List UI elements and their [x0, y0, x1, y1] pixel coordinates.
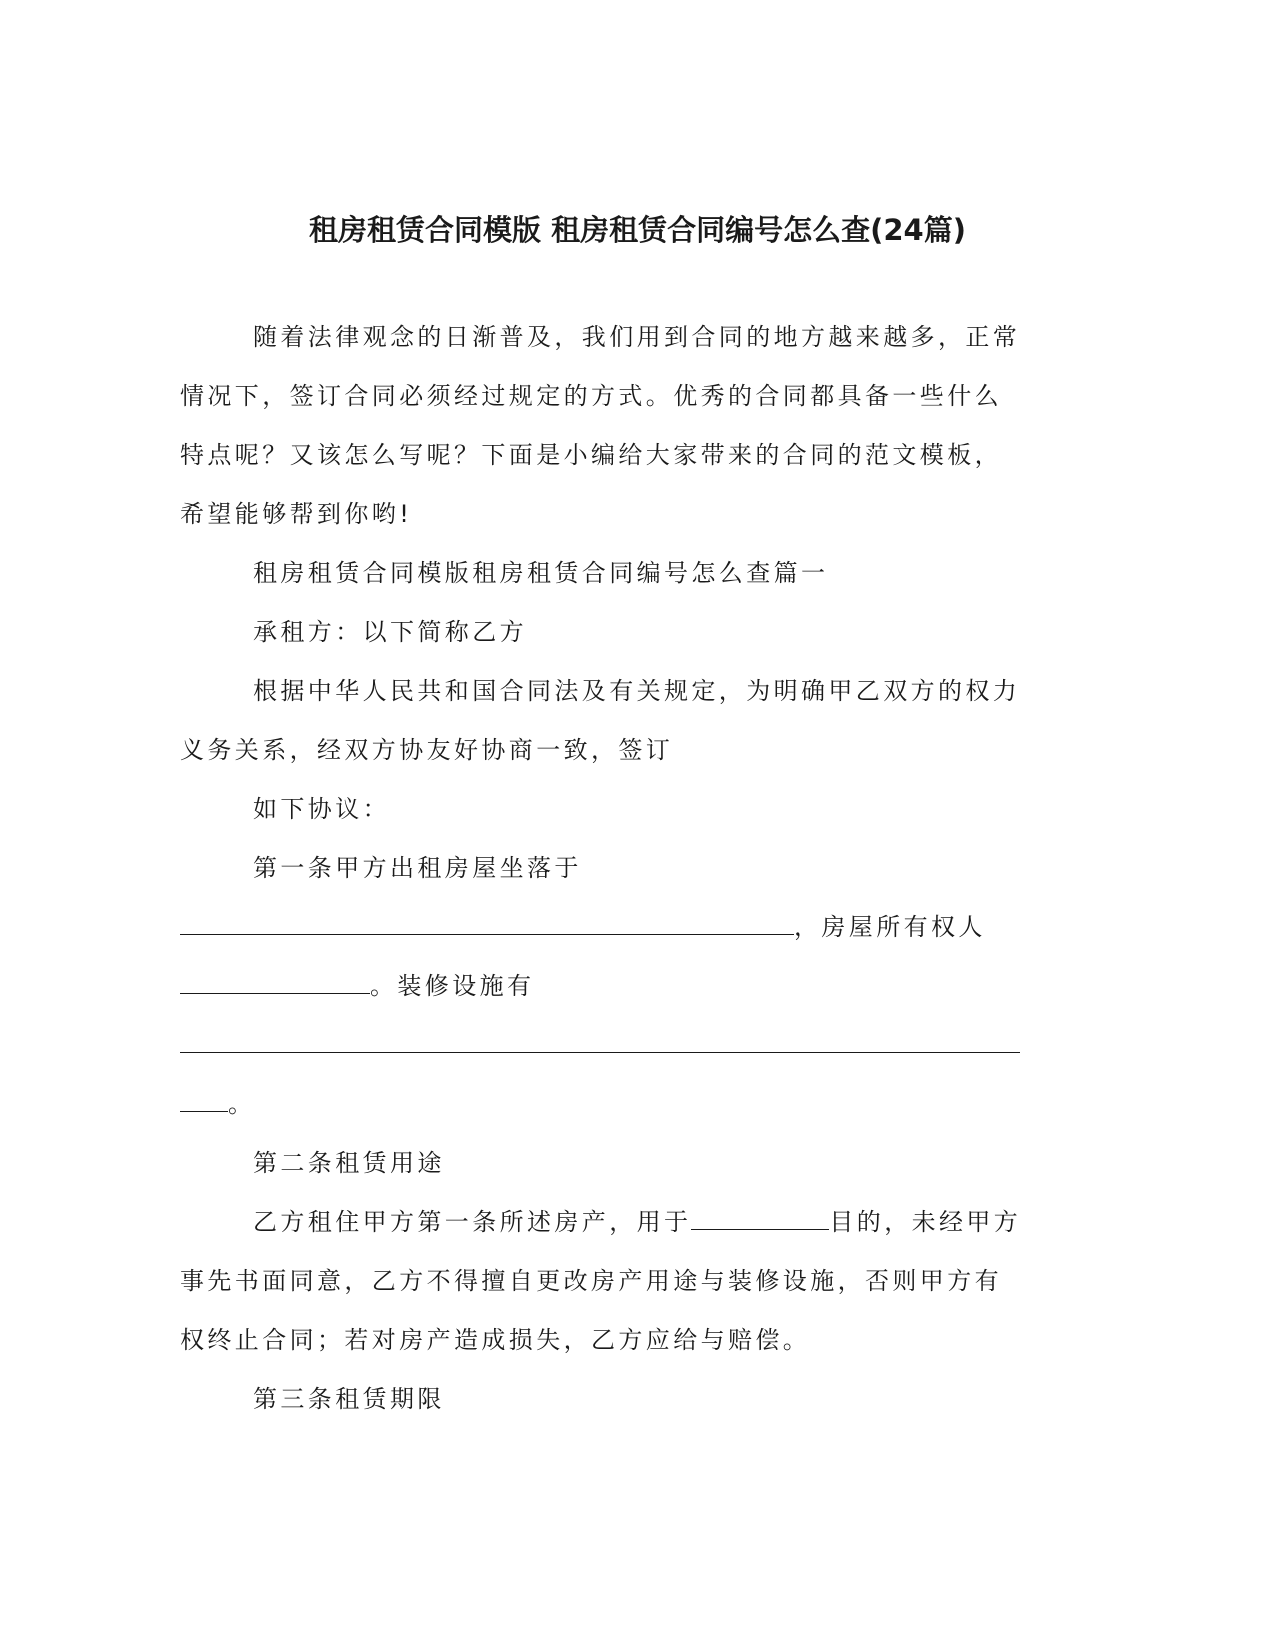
intro-paragraph-line: 特点呢？又该怎么写呢？下面是小编给大家带来的合同的范文模板，: [180, 441, 1002, 469]
article-2-heading: 第二条租赁用途: [253, 1149, 445, 1177]
purpose-blank: [691, 1209, 829, 1230]
article-1-owner-line: [180, 957, 1100, 1016]
section-heading: 租房租赁合同模版租房租赁合同编号怎么查篇一: [253, 559, 829, 587]
decoration-label: 。装修设施有: [370, 972, 535, 1000]
document-body: [180, 308, 1100, 1429]
basis-paragraph-line: 根据中华人民共和国合同法及有关规定，为明确甲乙双方的权力: [253, 677, 1021, 705]
article-2-line: 事先书面同意，乙方不得擅自更改房产用途与装修设施，否则甲方有: [180, 1267, 1002, 1295]
owner-label: ，房屋所有权人: [794, 913, 986, 941]
end-punctuation: 。: [228, 1090, 256, 1118]
decoration-blank: [180, 1032, 1020, 1053]
agreement-line: 如下协议：: [253, 795, 390, 823]
purpose-tail: 目的，未经甲方: [829, 1208, 1022, 1236]
intro-paragraph-line: 希望能够帮到你哟!: [180, 500, 413, 528]
owner-blank: [180, 973, 370, 994]
intro-paragraph-line: 随着法律观念的日渐普及，我们用到合同的地方越来越多，正常: [253, 323, 1021, 351]
article-1-location-line: [180, 898, 1100, 957]
intro-paragraph-line: 情况下，签订合同必须经过规定的方式。优秀的合同都具备一些什么: [180, 382, 1002, 410]
article-2-line: 权终止合同；若对房产造成损失，乙方应给与赔偿。: [180, 1326, 811, 1354]
article-1-decoration-line: [180, 1016, 1100, 1075]
tenant-line: 承租方：以下简称乙方: [253, 618, 527, 646]
article-1-end-line: [180, 1075, 1100, 1134]
article-3-heading: 第三条租赁期限: [253, 1385, 445, 1413]
article-1-heading: 第一条甲方出租房屋坐落于: [253, 854, 582, 882]
decoration-blank-tail: [180, 1091, 228, 1112]
purpose-label: 乙方租住甲方第一条所述房产，用于: [253, 1208, 692, 1236]
basis-paragraph-line: 义务关系，经双方协友好协商一致，签订: [180, 736, 674, 764]
page-title: 租房租赁合同模版 租房租赁合同编号怎么查(24篇): [309, 213, 966, 247]
article-2-line: [180, 1193, 1100, 1252]
location-blank: [180, 914, 794, 935]
